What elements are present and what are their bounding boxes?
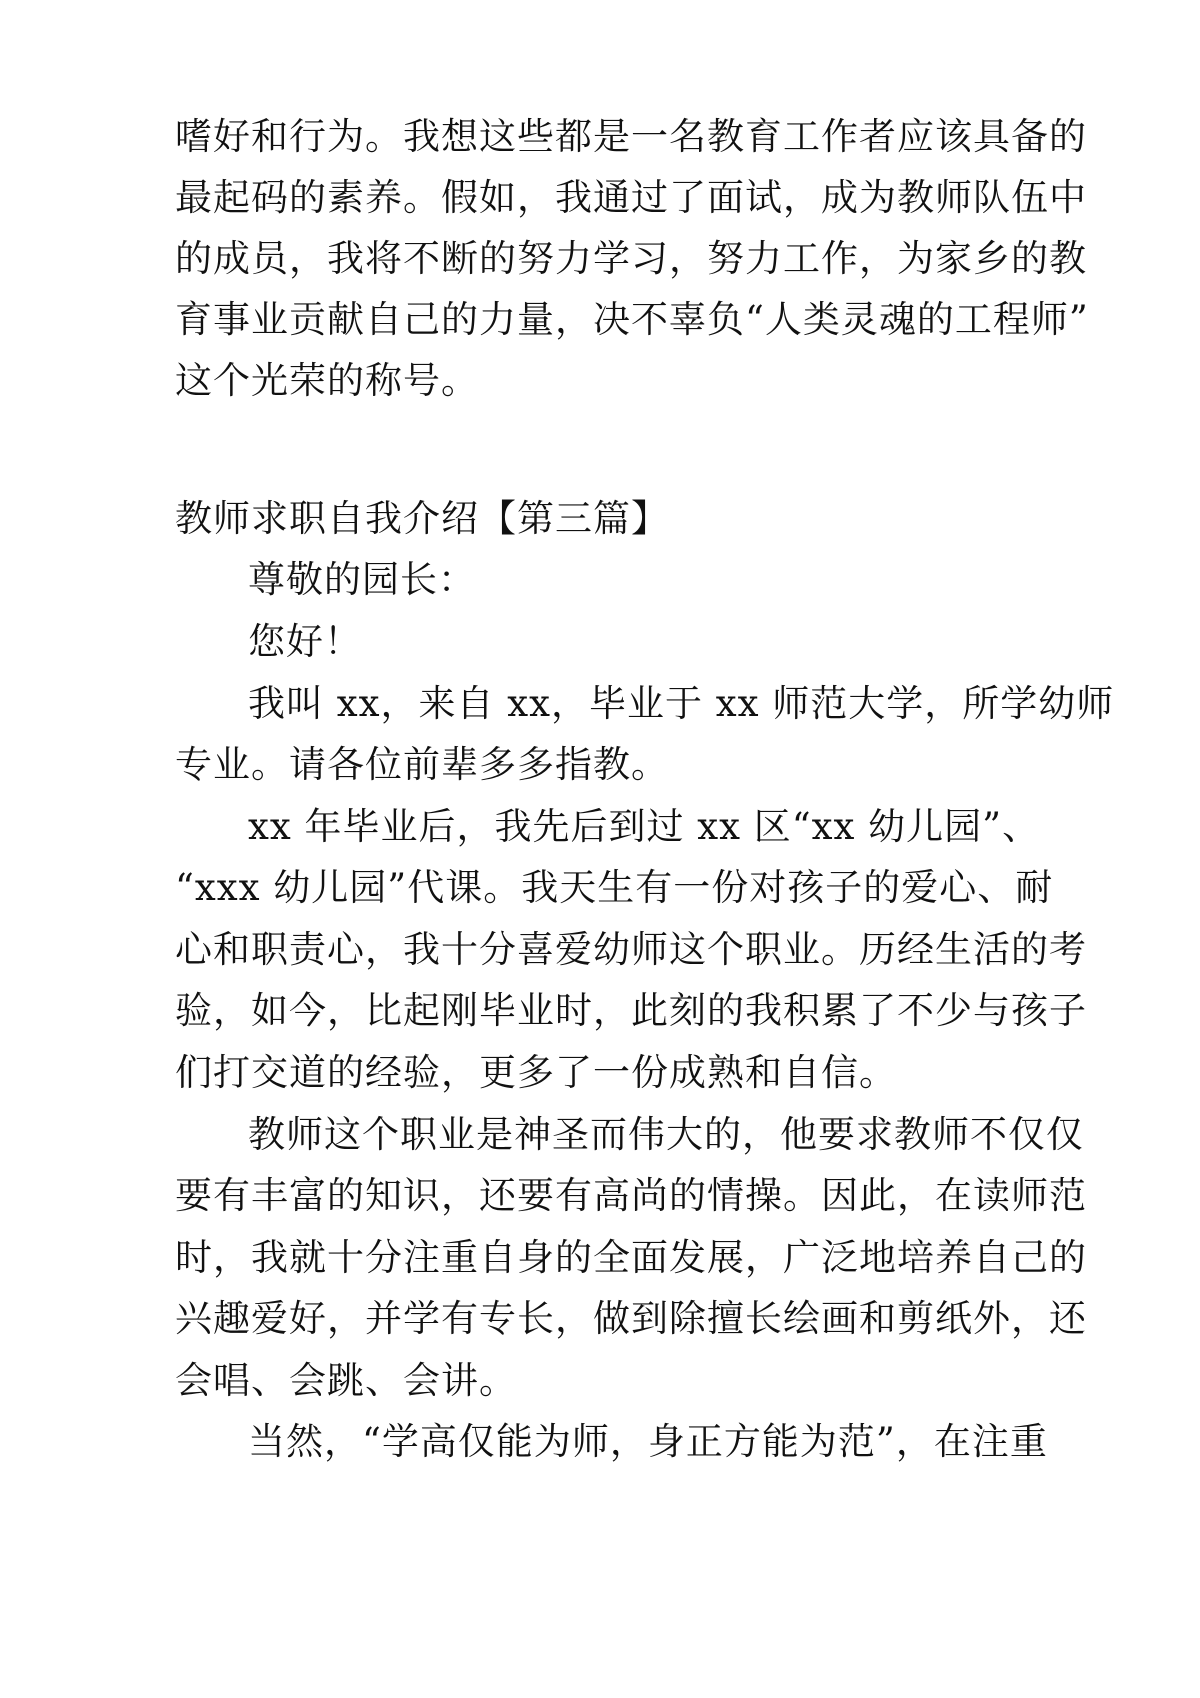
- text-line: 当然，“学高仅能为师，身正方能为范”，在注重: [248, 1420, 1048, 1463]
- text-line: 的成员，我将不断的努力学习，努力工作，为家乡的教: [175, 237, 1087, 280]
- text-line: xx 年毕业后，我先后到过 xx 区“xx 幼儿园”、: [248, 805, 1041, 848]
- text-line: 我叫 xx，来自 xx，毕业于 xx 师范大学，所学幼师: [248, 682, 1115, 725]
- text-line: 时，我就十分注重自身的全面发展，广泛地培养自己的: [175, 1236, 1087, 1279]
- text-line: 嗜好和行为。我想这些都是一名教育工作者应该具备的: [175, 115, 1087, 158]
- text-line: 专业。请各位前辈多多指教。: [175, 743, 669, 786]
- section-title: 教师求职自我介绍【第三篇】: [175, 497, 669, 540]
- text-line: 会唱、会跳、会讲。: [175, 1359, 517, 1402]
- text-line: 验，如今，比起刚毕业时，此刻的我积累了不少与孩子: [175, 989, 1087, 1032]
- text-line: 要有丰富的知识，还要有高尚的情操。因此，在读师范: [175, 1174, 1087, 1217]
- text-line: 最起码的素养。假如，我通过了面试，成为教师队伍中: [175, 176, 1087, 219]
- text-line: “xxx 幼儿园”代课。我天生有一份对孩子的爱心、耐: [175, 866, 1054, 909]
- text-line: 育事业贡献自己的力量，决不辜负“人类灵魂的工程师”: [175, 298, 1089, 341]
- text-line: 这个光荣的称号。: [175, 359, 479, 402]
- text-line: 们打交道的经验，更多了一份成熟和自信。: [175, 1051, 897, 1094]
- text-line: 心和职责心，我十分喜爱幼师这个职业。历经生活的考: [175, 928, 1087, 971]
- greeting-line: 您好！: [248, 620, 362, 663]
- text-line: 教师这个职业是神圣而伟大的，他要求教师不仅仅: [248, 1113, 1084, 1156]
- text-line: 兴趣爱好，并学有专长，做到除擅长绘画和剪纸外，还: [175, 1297, 1087, 1340]
- greeting-line: 尊敬的园长：: [248, 558, 476, 601]
